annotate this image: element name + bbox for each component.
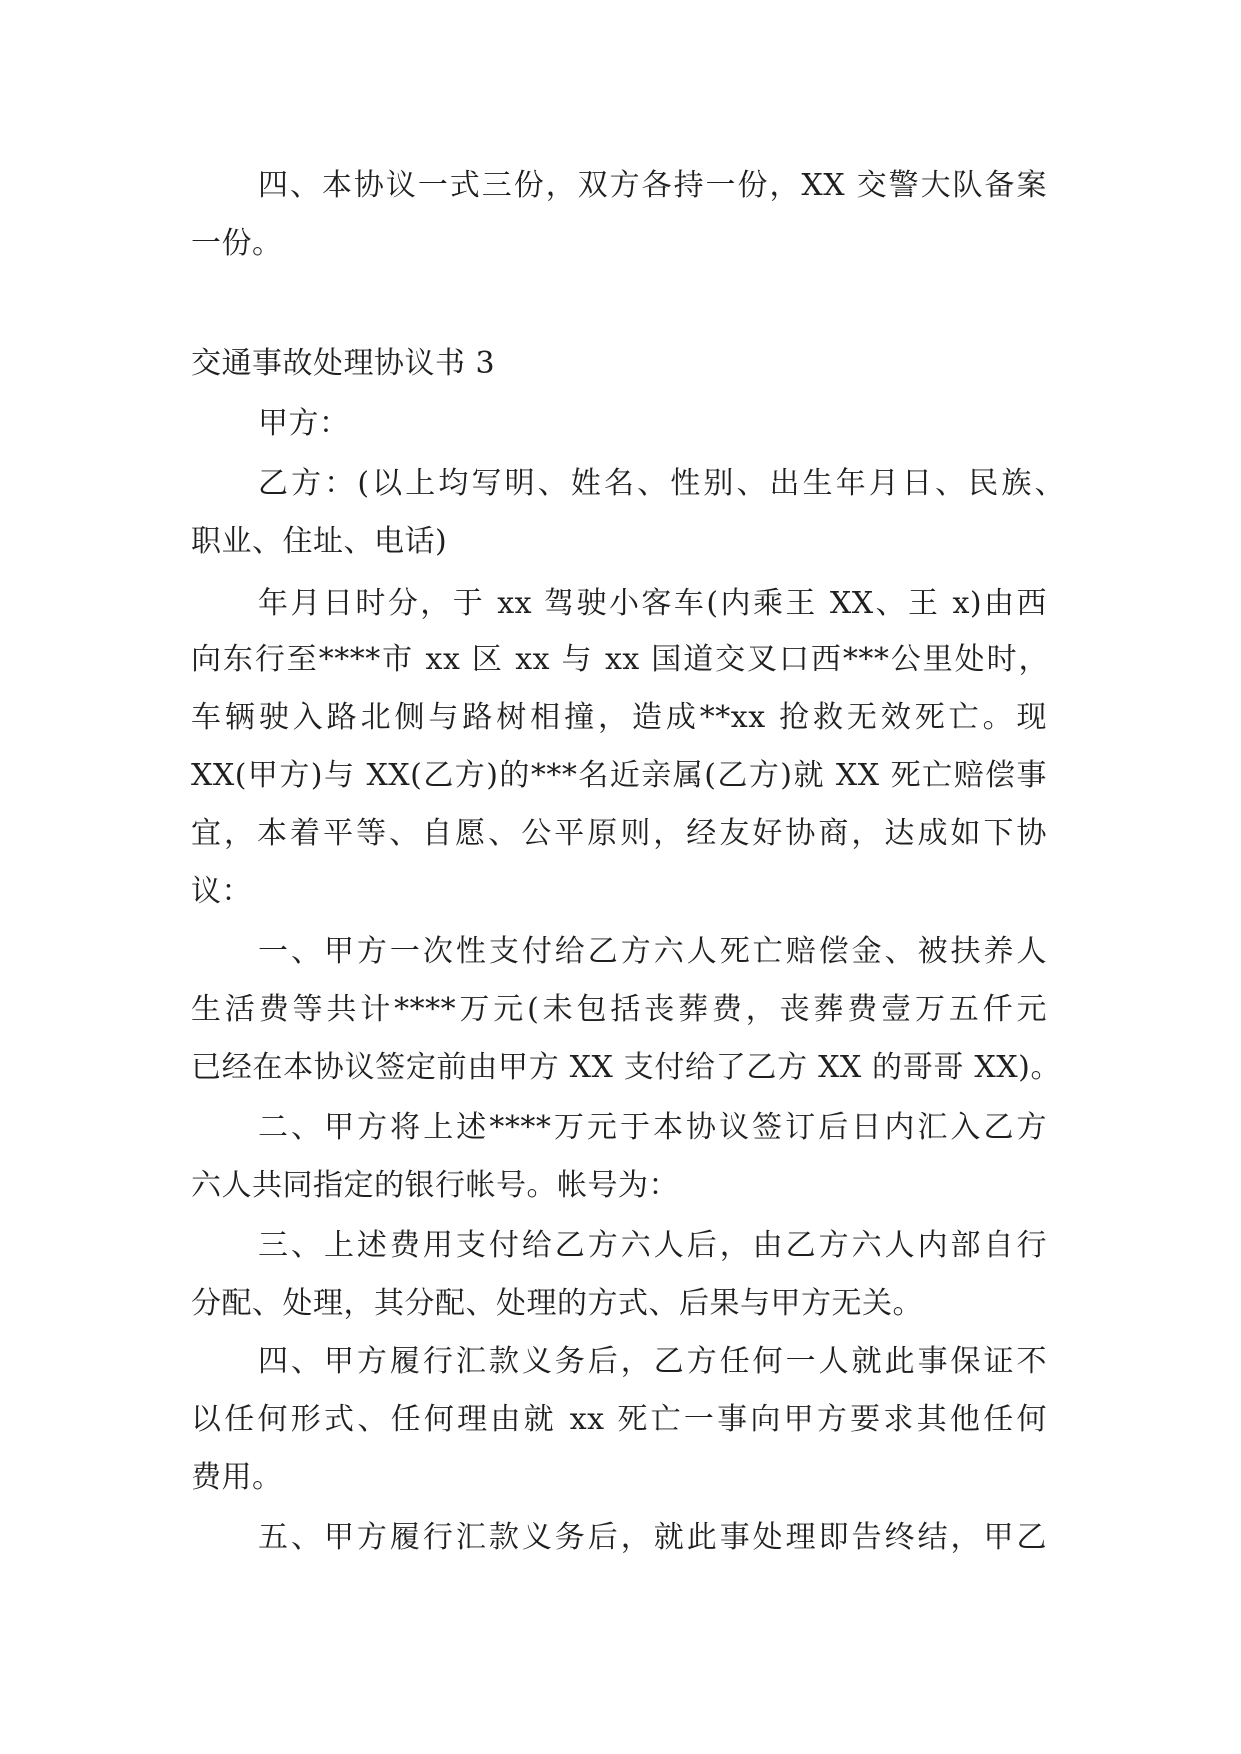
text-line: 车辆驶入路北侧与路树相撞，造成**xx 抢救无效死亡。现 (191, 700, 1047, 735)
section-heading: 交通事故处理协议书 3 (191, 346, 496, 381)
text-line: 乙方：(以上均写明、姓名、性别、出生年月日、民族、 (258, 466, 1065, 501)
text-line: 三、上述费用支付给乙方六人后，由乙方六人内部自行 (258, 1228, 1047, 1263)
text-line: 四、甲方履行汇款义务后，乙方任何一人就此事保证不 (258, 1344, 1047, 1379)
text-line: 一、甲方一次性支付给乙方六人死亡赔偿金、被扶养人 (258, 934, 1047, 969)
text-line: 以任何形式、任何理由就 xx 死亡一事向甲方要求其他任何 (191, 1402, 1047, 1437)
text-line: 生活费等共计****万元(未包括丧葬费，丧葬费壹万五仟元 (191, 992, 1047, 1027)
text-line: 职业、住址、电话) (191, 524, 448, 559)
text-line: 四、本协议一式三份，双方各持一份，XX 交警大队备案 (258, 168, 1047, 203)
text-line: 宜，本着平等、自愿、公平原则，经友好协商，达成如下协 (191, 816, 1047, 851)
text-line: 年月日时分，于 xx 驾驶小客车(内乘王 XX、王 x)由西 (258, 586, 1047, 621)
text-line: 向东行至****市 xx 区 xx 与 xx 国道交叉口西***公里处时， (191, 642, 1049, 677)
text-line: 一份。 (191, 226, 283, 261)
text-line: 费用。 (191, 1460, 283, 1495)
text-line: 分配、处理，其分配、处理的方式、后果与甲方无关。 (191, 1286, 923, 1321)
text-line: 甲方： (258, 406, 350, 441)
text-line: 议： (191, 874, 252, 909)
text-line: 五、甲方履行汇款义务后，就此事处理即告终结，甲乙 (258, 1520, 1047, 1555)
text-line: XX(甲方)与 XX(乙方)的***名近亲属(乙方)就 XX 死亡赔偿事 (191, 758, 1047, 793)
text-line: 已经在本协议签定前由甲方 XX 支付给了乙方 XX 的哥哥 XX)。 (191, 1050, 1061, 1085)
text-line: 六人共同指定的银行帐号。帐号为： (191, 1168, 679, 1203)
text-line: 二、甲方将上述****万元于本协议签订后日内汇入乙方 (258, 1110, 1047, 1145)
